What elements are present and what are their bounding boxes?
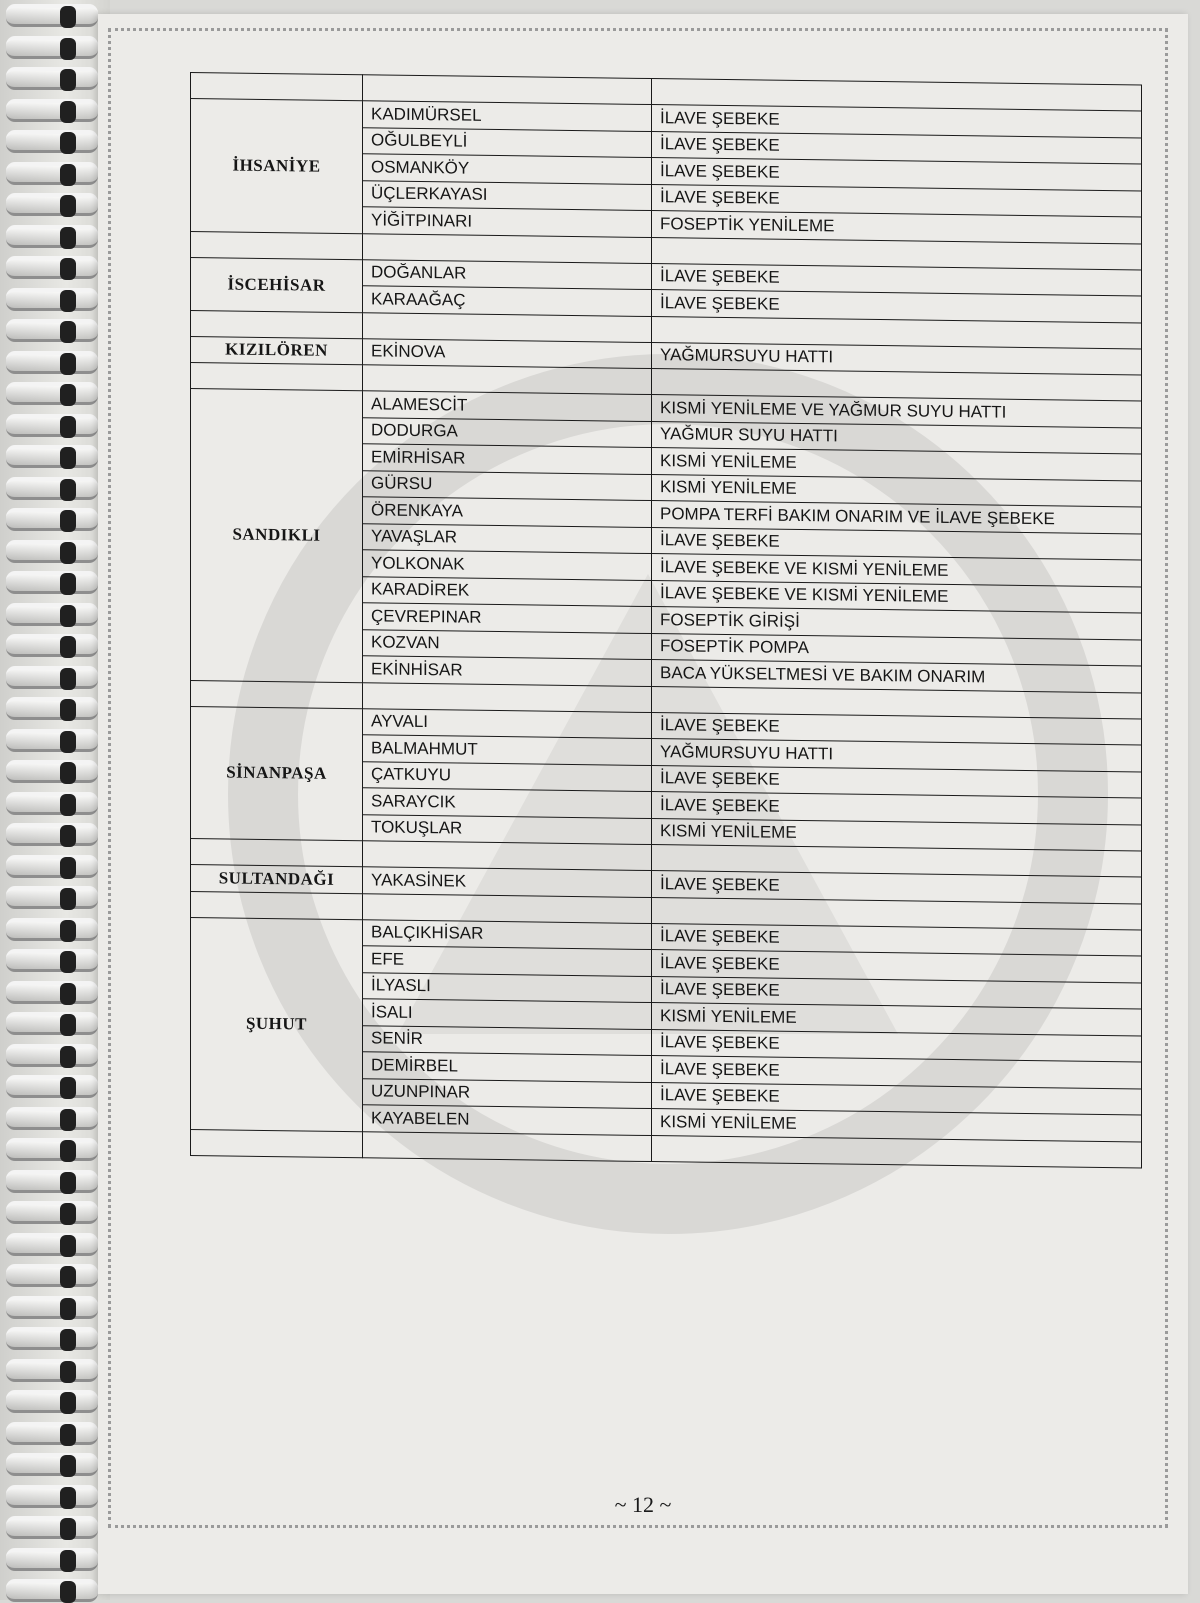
village-name: KAYABELEN bbox=[363, 1105, 652, 1135]
village-name: KARAAĞAÇ bbox=[363, 286, 652, 316]
binding-coil bbox=[6, 792, 98, 815]
binding-coil bbox=[6, 99, 98, 122]
work-description: FOSEPTİK GİRİŞİ bbox=[652, 607, 1142, 640]
binding-coil bbox=[6, 697, 98, 720]
spacer-cell bbox=[191, 73, 363, 101]
binding-coil bbox=[6, 729, 98, 752]
binding-coil bbox=[6, 1170, 98, 1193]
spacer-cell bbox=[191, 1129, 363, 1157]
work-description: İLAVE ŞEBEKE bbox=[652, 976, 1142, 1009]
binding-hole bbox=[60, 1518, 76, 1540]
village-works-table bbox=[190, 72, 1142, 1168]
binding-coil bbox=[6, 1390, 98, 1413]
spacer-cell bbox=[191, 310, 363, 338]
work-description: İLAVE ŞEBEKE bbox=[652, 765, 1142, 798]
village-name: EFE bbox=[363, 946, 652, 976]
district-name: SİNANPAŞA bbox=[191, 706, 363, 841]
work-description: İLAVE ŞEBEKE bbox=[652, 158, 1142, 191]
spiral-binding bbox=[0, 0, 110, 1600]
village-name: ÇATKUYU bbox=[363, 761, 652, 791]
village-name: DEMİRBEL bbox=[363, 1052, 652, 1082]
binding-hole bbox=[60, 951, 76, 973]
binding-hole bbox=[60, 1014, 76, 1036]
work-description: KISMİ YENİLEME bbox=[652, 474, 1142, 507]
binding-hole bbox=[60, 132, 76, 154]
spacer-cell bbox=[191, 891, 363, 919]
binding-coil bbox=[6, 130, 98, 153]
binding-hole bbox=[60, 1046, 76, 1068]
binding-hole bbox=[60, 573, 76, 595]
binding-hole bbox=[60, 794, 76, 816]
village-name: BALMAHMUT bbox=[363, 735, 652, 765]
work-description: FOSEPTİK POMPA bbox=[652, 633, 1142, 666]
spacer-cell bbox=[191, 363, 363, 391]
work-description: İLAVE ŞEBEKE bbox=[652, 923, 1142, 956]
work-description: İLAVE ŞEBEKE VE KISMİ YENİLEME bbox=[652, 580, 1142, 613]
binding-coil bbox=[6, 256, 98, 279]
document-page bbox=[98, 14, 1188, 1594]
work-description: KISMİ YENİLEME VE YAĞMUR SUYU HATTI bbox=[652, 395, 1142, 428]
village-name: KOZVAN bbox=[363, 629, 652, 659]
binding-coil bbox=[6, 603, 98, 626]
spacer-cell bbox=[363, 893, 652, 923]
binding-hole bbox=[60, 1266, 76, 1288]
binding-coil bbox=[6, 1422, 98, 1445]
binding-hole bbox=[60, 542, 76, 564]
binding-hole bbox=[60, 1361, 76, 1383]
village-name: EKİNOVA bbox=[363, 338, 652, 368]
work-description: İLAVE ŞEBEKE bbox=[652, 1056, 1142, 1089]
binding-hole bbox=[60, 1455, 76, 1477]
binding-coil bbox=[6, 1075, 98, 1098]
binding-coil bbox=[6, 760, 98, 783]
spacer-cell bbox=[191, 680, 363, 708]
binding-hole bbox=[60, 1140, 76, 1162]
binding-hole bbox=[60, 1109, 76, 1131]
binding-hole bbox=[60, 731, 76, 753]
binding-coil bbox=[6, 918, 98, 941]
village-name: EKİNHİSAR bbox=[363, 656, 652, 686]
district-name: SULTANDAĞI bbox=[191, 865, 363, 894]
binding-coil bbox=[6, 1579, 98, 1602]
spacer-cell bbox=[363, 682, 652, 712]
district-name: İSCEHİSAR bbox=[191, 257, 363, 312]
binding-hole bbox=[60, 101, 76, 123]
binding-coil bbox=[6, 1327, 98, 1350]
binding-hole bbox=[60, 1550, 76, 1572]
binding-coil bbox=[6, 1516, 98, 1539]
binding-hole bbox=[60, 1424, 76, 1446]
binding-hole bbox=[60, 290, 76, 312]
work-description: İLAVE ŞEBEKE bbox=[652, 263, 1142, 296]
village-name: ALAMESCİT bbox=[363, 391, 652, 421]
work-description: İLAVE ŞEBEKE bbox=[652, 290, 1142, 323]
work-description: POMPA TERFİ BAKIM ONARIM VE İLAVE ŞEBEKE bbox=[652, 501, 1142, 534]
village-name: YİĞİTPINARI bbox=[363, 207, 652, 237]
binding-coil bbox=[6, 949, 98, 972]
district-name: KIZILÖREN bbox=[191, 336, 363, 365]
binding-hole bbox=[60, 636, 76, 658]
binding-coil bbox=[6, 319, 98, 342]
village-name: TOKUŞLAR bbox=[363, 814, 652, 844]
binding-hole bbox=[60, 164, 76, 186]
binding-hole bbox=[60, 258, 76, 280]
village-name: BALÇIKHİSAR bbox=[363, 919, 652, 949]
work-description: İLAVE ŞEBEKE bbox=[652, 1082, 1142, 1115]
work-description: İLAVE ŞEBEKE bbox=[652, 1029, 1142, 1062]
binding-coil bbox=[6, 193, 98, 216]
work-description: İLAVE ŞEBEKE bbox=[652, 871, 1142, 904]
binding-hole bbox=[60, 920, 76, 942]
binding-hole bbox=[60, 416, 76, 438]
work-description: İLAVE ŞEBEKE VE KISMİ YENİLEME bbox=[652, 554, 1142, 587]
binding-coil bbox=[6, 981, 98, 1004]
binding-hole bbox=[60, 1172, 76, 1194]
binding-coil bbox=[6, 36, 98, 59]
district-name: İHSANİYE bbox=[191, 99, 363, 234]
work-description: İLAVE ŞEBEKE bbox=[652, 527, 1142, 560]
work-description: KISMİ YENİLEME bbox=[652, 1109, 1142, 1142]
work-description: KISMİ YENİLEME bbox=[652, 1003, 1142, 1036]
spacer-cell bbox=[363, 1131, 652, 1161]
binding-hole bbox=[60, 195, 76, 217]
work-description: İLAVE ŞEBEKE bbox=[652, 792, 1142, 825]
district-name: ŞUHUT bbox=[191, 917, 363, 1131]
binding-coil bbox=[6, 571, 98, 594]
village-name: OSMANKÖY bbox=[363, 154, 652, 184]
binding-coil bbox=[6, 886, 98, 909]
spacer-cell bbox=[363, 365, 652, 395]
binding-hole bbox=[60, 605, 76, 627]
work-description: İLAVE ŞEBEKE bbox=[652, 712, 1142, 745]
village-name: SENİR bbox=[363, 1025, 652, 1055]
binding-coil bbox=[6, 4, 98, 27]
binding-hole bbox=[60, 1077, 76, 1099]
binding-hole bbox=[60, 1329, 76, 1351]
binding-hole bbox=[60, 762, 76, 784]
binding-coil bbox=[6, 1296, 98, 1319]
work-description: İLAVE ŞEBEKE bbox=[652, 131, 1142, 164]
binding-hole bbox=[60, 227, 76, 249]
binding-hole bbox=[60, 353, 76, 375]
village-name: SARAYCIK bbox=[363, 788, 652, 818]
binding-hole bbox=[60, 1298, 76, 1320]
spacer-cell bbox=[191, 839, 363, 867]
work-description: İLAVE ŞEBEKE bbox=[652, 105, 1142, 138]
village-name: EMİRHİSAR bbox=[363, 444, 652, 474]
binding-hole bbox=[60, 321, 76, 343]
binding-coil bbox=[6, 634, 98, 657]
binding-hole bbox=[60, 447, 76, 469]
binding-coil bbox=[6, 1359, 98, 1382]
work-description: YAĞMURSUYU HATTI bbox=[652, 342, 1142, 375]
binding-coil bbox=[6, 1264, 98, 1287]
binding-coil bbox=[6, 1485, 98, 1508]
village-name: OĞULBEYLİ bbox=[363, 127, 652, 157]
page-number: ~ 12 ~ bbox=[614, 1492, 672, 1517]
binding-coil bbox=[6, 67, 98, 90]
work-description: KISMİ YENİLEME bbox=[652, 448, 1142, 481]
village-name: UZUNPINAR bbox=[363, 1078, 652, 1108]
binding-coil bbox=[6, 855, 98, 878]
binding-coil bbox=[6, 351, 98, 374]
binding-coil bbox=[6, 1453, 98, 1476]
spacer-cell bbox=[191, 231, 363, 259]
binding-coil bbox=[6, 1548, 98, 1571]
village-name: ÇEVREPINAR bbox=[363, 603, 652, 633]
binding-coil bbox=[6, 477, 98, 500]
binding-hole bbox=[60, 1392, 76, 1414]
village-name: İLYASLI bbox=[363, 972, 652, 1002]
binding-coil bbox=[6, 1201, 98, 1224]
binding-hole bbox=[60, 1487, 76, 1509]
binding-hole bbox=[60, 983, 76, 1005]
village-name: YAKASİNEK bbox=[363, 867, 652, 897]
district-name: SANDIKLI bbox=[191, 389, 363, 683]
binding-hole bbox=[60, 888, 76, 910]
binding-hole bbox=[60, 510, 76, 532]
work-description: KISMİ YENİLEME bbox=[652, 818, 1142, 851]
village-name: KARADİREK bbox=[363, 576, 652, 606]
work-description: FOSEPTİK YENİLEME bbox=[652, 211, 1142, 244]
work-description: İLAVE ŞEBEKE bbox=[652, 184, 1142, 217]
village-name: İSALI bbox=[363, 999, 652, 1029]
binding-coil bbox=[6, 1233, 98, 1256]
work-description: YAĞMUR SUYU HATTI bbox=[652, 421, 1142, 454]
binding-coil bbox=[6, 666, 98, 689]
village-name: DODURGA bbox=[363, 417, 652, 447]
work-description: YAĞMURSUYU HATTI bbox=[652, 739, 1142, 772]
village-name: YAVAŞLAR bbox=[363, 523, 652, 553]
spacer-cell bbox=[363, 312, 652, 342]
village-name: ÜÇLERKAYASI bbox=[363, 180, 652, 210]
binding-coil bbox=[6, 508, 98, 531]
binding-hole bbox=[60, 1235, 76, 1257]
binding-coil bbox=[6, 540, 98, 563]
binding-coil bbox=[6, 445, 98, 468]
village-name: KADIMÜRSEL bbox=[363, 101, 652, 131]
binding-hole bbox=[60, 69, 76, 91]
binding-coil bbox=[6, 1012, 98, 1035]
binding-coil bbox=[6, 382, 98, 405]
binding-hole bbox=[60, 38, 76, 60]
work-description: BACA YÜKSELTMESİ VE BAKIM ONARIM bbox=[652, 660, 1142, 693]
work-description: İLAVE ŞEBEKE bbox=[652, 950, 1142, 983]
binding-coil bbox=[6, 162, 98, 185]
binding-hole bbox=[60, 699, 76, 721]
village-name: YOLKONAK bbox=[363, 550, 652, 580]
binding-coil bbox=[6, 288, 98, 311]
binding-hole bbox=[60, 384, 76, 406]
binding-coil bbox=[6, 414, 98, 437]
binding-coil bbox=[6, 823, 98, 846]
binding-coil bbox=[6, 225, 98, 248]
spacer-cell bbox=[363, 841, 652, 871]
spacer-cell bbox=[363, 75, 652, 105]
binding-hole bbox=[60, 6, 76, 28]
binding-coil bbox=[6, 1044, 98, 1067]
binding-hole bbox=[60, 857, 76, 879]
spacer-cell bbox=[363, 233, 652, 263]
binding-hole bbox=[60, 1203, 76, 1225]
village-name: GÜRSU bbox=[363, 470, 652, 500]
binding-hole bbox=[60, 825, 76, 847]
binding-hole bbox=[60, 668, 76, 690]
village-name: DOĞANLAR bbox=[363, 259, 652, 289]
village-name: AYVALI bbox=[363, 708, 652, 738]
binding-coil bbox=[6, 1138, 98, 1161]
binding-coil bbox=[6, 1107, 98, 1130]
village-name: ÖRENKAYA bbox=[363, 497, 652, 527]
binding-hole bbox=[60, 479, 76, 501]
